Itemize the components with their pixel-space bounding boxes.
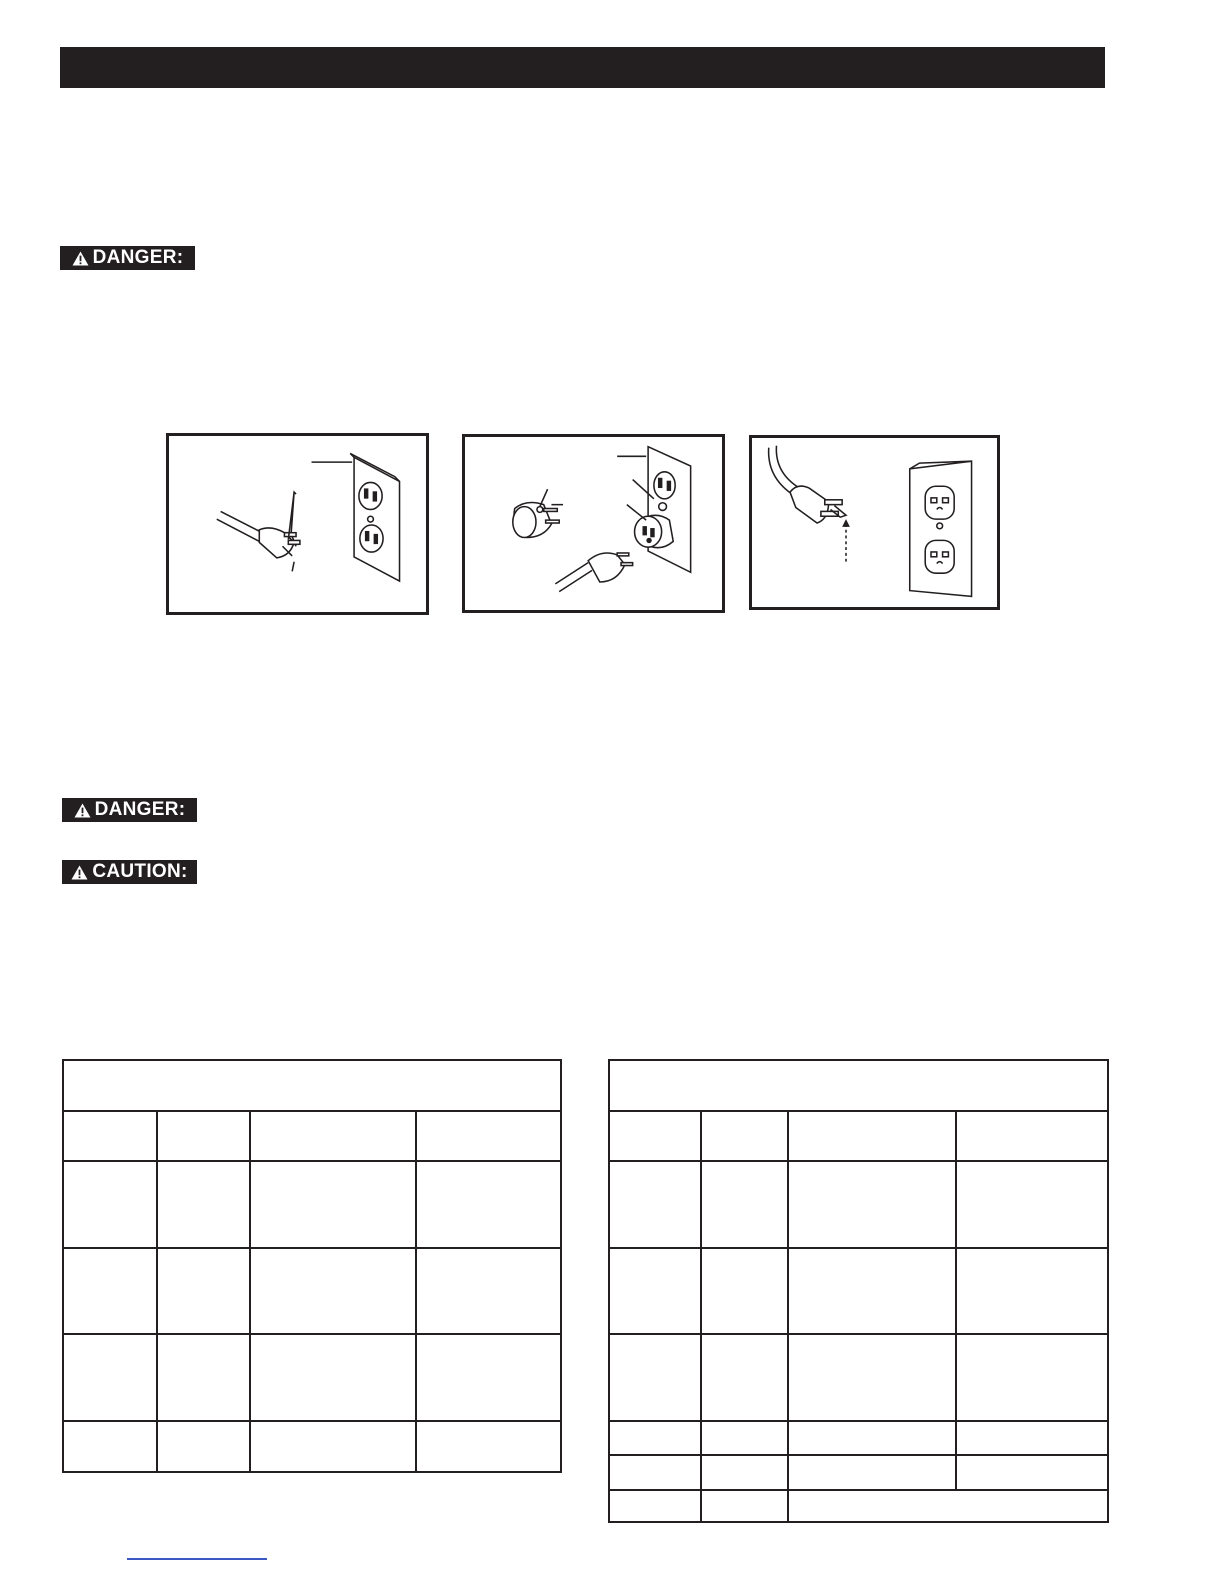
extension-cord-table-right <box>608 1059 1109 1523</box>
table-header-cell <box>956 1111 1108 1161</box>
warning-triangle-icon <box>71 865 88 880</box>
caution-badge <box>62 860 197 884</box>
table-row <box>63 1334 561 1421</box>
table-row <box>609 1490 1108 1522</box>
table-row <box>609 1455 1108 1490</box>
table-cell <box>416 1161 561 1248</box>
table-cell <box>609 1248 701 1334</box>
table-cell <box>609 1421 701 1455</box>
table-cell <box>609 1161 701 1248</box>
table-cell <box>609 1334 701 1421</box>
table-row <box>609 1334 1108 1421</box>
table-cell <box>157 1421 250 1472</box>
table-cell <box>701 1455 788 1490</box>
table-cell <box>157 1334 250 1421</box>
table-cell <box>250 1334 416 1421</box>
table-header-row <box>609 1111 1108 1161</box>
adapter-plug-outlet-illustration <box>465 437 722 610</box>
danger-badge-1 <box>60 246 195 270</box>
table-cell <box>956 1161 1108 1248</box>
table-header-cell <box>701 1111 788 1161</box>
table-header-cell <box>609 1111 701 1161</box>
figure-adapter-plug <box>462 434 725 613</box>
table-row <box>63 1248 561 1334</box>
table-cell <box>788 1455 956 1490</box>
table-cell <box>609 1455 701 1490</box>
table-row <box>63 1421 561 1472</box>
danger-badge-2 <box>62 798 197 822</box>
table-cell <box>157 1161 250 1248</box>
table-row <box>63 1161 561 1248</box>
table-header-cell <box>250 1111 416 1161</box>
danger-label: DANGER: <box>92 247 184 268</box>
table-cell <box>250 1248 416 1334</box>
table-title-row <box>609 1060 1108 1111</box>
table-header-cell <box>788 1111 956 1161</box>
table-header-cell <box>63 1111 157 1161</box>
table-cell <box>788 1248 956 1334</box>
table-cell <box>250 1421 416 1472</box>
warning-triangle-icon <box>72 251 89 266</box>
caution-label: CAUTION: <box>92 861 188 882</box>
table-cell <box>63 1421 157 1472</box>
table-cell <box>701 1248 788 1334</box>
table-header-row <box>63 1111 561 1161</box>
table-cell <box>416 1334 561 1421</box>
plug-outlet-illustration <box>752 438 997 607</box>
table-cell <box>956 1248 1108 1334</box>
table-cell-merged <box>788 1490 1108 1522</box>
table-header-cell <box>157 1111 250 1161</box>
header-bar <box>60 47 1105 88</box>
figure-grounded-plug <box>166 433 429 615</box>
table-cell <box>416 1248 561 1334</box>
table-cell <box>250 1161 416 1248</box>
table-cell <box>956 1421 1108 1455</box>
table-cell <box>956 1455 1108 1490</box>
table-cell <box>701 1490 788 1522</box>
extension-cord-table-left <box>62 1059 562 1473</box>
table-cell <box>609 1490 701 1522</box>
link-underline[interactable] <box>127 1558 267 1560</box>
table-cell <box>788 1334 956 1421</box>
table-header-cell <box>416 1111 561 1161</box>
table-row <box>609 1161 1108 1248</box>
table-title-cell <box>63 1060 561 1111</box>
table-cell <box>157 1248 250 1334</box>
table-row <box>609 1421 1108 1455</box>
table-row <box>609 1248 1108 1334</box>
table-cell <box>63 1248 157 1334</box>
table-cell <box>416 1421 561 1472</box>
table-cell <box>63 1161 157 1248</box>
table-cell <box>788 1161 956 1248</box>
figure-plug-outlet <box>749 435 1000 610</box>
table-cell <box>701 1334 788 1421</box>
table-cell <box>788 1421 956 1455</box>
table-cell <box>63 1334 157 1421</box>
table-title-row <box>63 1060 561 1111</box>
grounded-plug-outlet-illustration <box>169 436 426 612</box>
table-cell <box>701 1161 788 1248</box>
danger-label: DANGER: <box>94 799 186 820</box>
table-cell <box>956 1334 1108 1421</box>
table-title-cell <box>609 1060 1108 1111</box>
warning-triangle-icon <box>74 803 91 818</box>
table-cell <box>701 1421 788 1455</box>
